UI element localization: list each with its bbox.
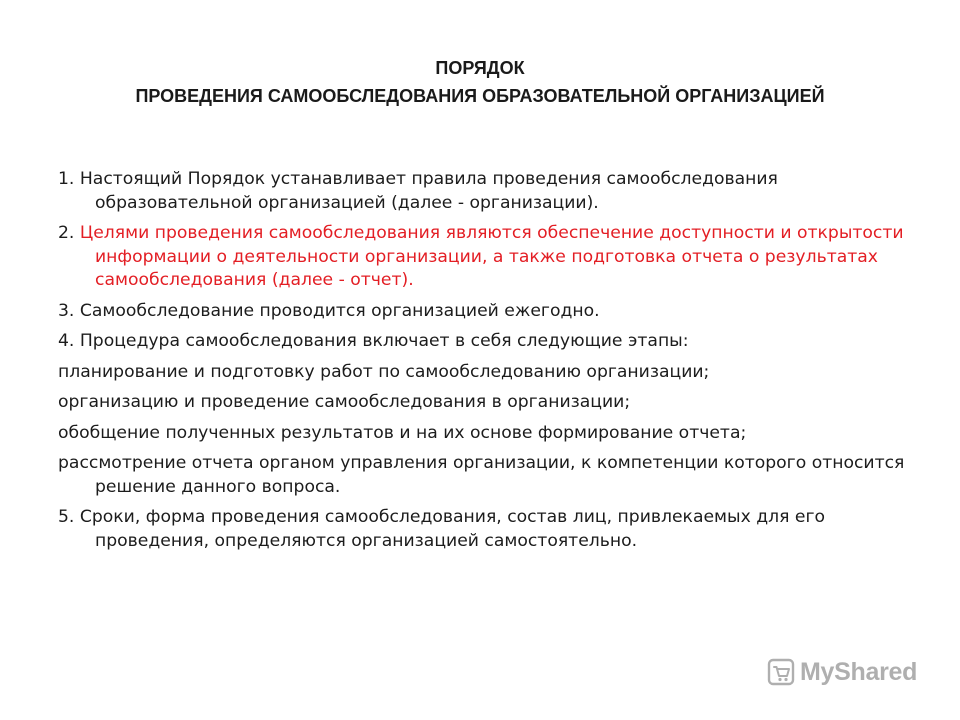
paragraph-text-highlighted: Целями проведения самообследования являются обеспечение доступности и открытости информации о деятельности организации, а также подготовка отчета о результатах самообследования (далее - отчет). [79,223,904,290]
paragraph-3 [58,300,908,324]
paragraph-text: Самообследование проводится организацией ежегодно. [79,300,600,321]
paragraph-1 [58,168,908,215]
stage-item-4 [58,452,908,499]
paragraph-number: 3. [58,300,80,321]
stage-text: организацию и проведение самообследования в организации; [58,392,631,412]
paragraph-4 [58,330,908,354]
title-line-1: ПОРЯДОК [435,58,525,78]
shopping-cart-icon [766,657,796,687]
paragraph-text: Процедура самообследования включает в себя следующие этапы: [79,331,689,351]
document-body [58,168,908,560]
paragraph-text: Настоящий Порядок устанавливает правила проведения самообследования образовательной организацией (далее - организации). [79,169,778,213]
paragraph-number: 1. [58,169,80,189]
document-title [0,54,960,110]
stage-text: обобщение полученных результатов и на их основе формирование отчета; [58,422,747,443]
stage-item-1 [58,361,908,385]
paragraph-2 [58,222,908,293]
stage-text: рассмотрение отчета органом управления организации, к компетенции которого относится решение данного вопроса. [58,453,905,497]
stage-item-2 [58,391,908,415]
paragraph-text: Сроки, форма проведения самообследования, состав лиц, привлекаемых для его проведения, определяются организацией самостоятельно. [79,507,826,551]
paragraph-number: 2. [58,223,80,243]
paragraph-5 [58,506,908,553]
stage-text: планирование и подготовку работ по самообследованию организации; [58,361,710,382]
paragraph-number: 5. [58,507,80,527]
myshared-watermark [766,654,917,690]
stage-item-3 [58,422,908,446]
title-line-2: ПРОВЕДЕНИЯ САМООБСЛЕДОВАНИЯ ОБРАЗОВАТЕЛЬНОЙ ОРГАНИЗАЦИЕЙ [135,86,825,106]
watermark-text: MyShared [800,657,918,686]
paragraph-number: 4. [58,331,80,351]
